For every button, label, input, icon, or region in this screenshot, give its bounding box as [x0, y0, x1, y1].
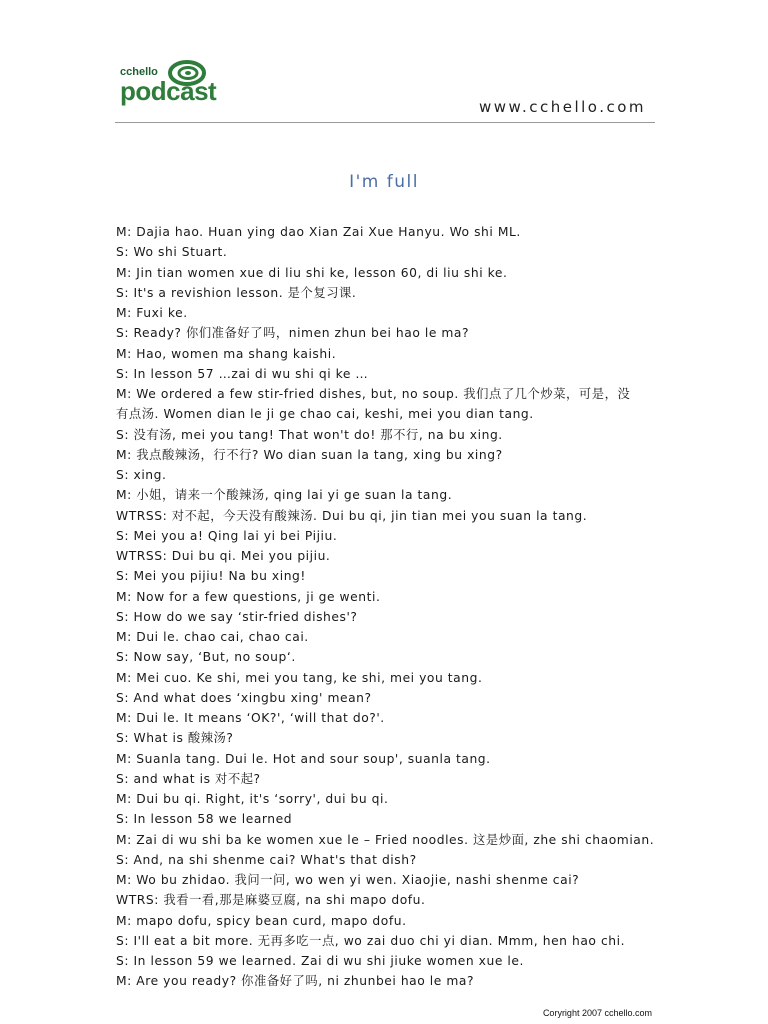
transcript-line: S: I'll eat a bit more. 无再多吃一点, wo zai duo chi yi dian. Mmm, hen hao chi.: [116, 933, 626, 948]
page-title: I'm full: [349, 172, 419, 192]
transcript-line: S: Ready? 你们准备好了吗，nimen zhun bei hao le ma?: [116, 326, 470, 341]
transcript-line: S: Mei you pijiu! Na bu xing!: [116, 569, 306, 584]
transcript-line: M: Wo bu zhidao. 我问一问, wo wen yi wen. Xiaojie, nashi shenme cai?: [116, 873, 580, 887]
transcript-line: M: Zai di wu shi ba ke women xue le – Fried noodles. 这是炒面, zhe shi chaomian.: [116, 832, 655, 847]
transcript-line: M: Fuxi ke.: [116, 306, 188, 320]
copyright-footer: Coryright 2007 cchello.com: [542, 1008, 652, 1018]
transcript-line: M: Are you ready? 你准备好了吗, ni zhunbei hao le ma?: [116, 974, 475, 989]
cchello-podcast-logo: [120, 60, 230, 110]
transcript-line: WTRSS: Dui bu qi. Mei you pijiu.: [116, 549, 331, 563]
transcript-line: M: 小姐，请来一个酸辣汤, qing lai yi ge suan la tang.: [116, 488, 453, 503]
transcript-line: M: Suanla tang. Dui le. Hot and sour soup', suanla tang.: [116, 751, 491, 766]
transcript-line: M: Mei cuo. Ke shi, mei you tang, ke shi, mei you tang.: [116, 670, 483, 685]
transcript-line: S: It's a revishion lesson. 是个复习课.: [116, 285, 357, 300]
transcript-line: S: xing.: [116, 468, 167, 482]
transcript-line: M: 我点酸辣汤，行不行? Wo dian suan la tang, xing bu xing?: [116, 447, 503, 462]
transcript-line: M: Dui bu qi. Right, it's ‘sorry', dui bu qi.: [116, 792, 389, 806]
transcript-line: M: mapo dofu, spicy bean curd, mapo dofu.: [116, 913, 407, 928]
transcript: [116, 222, 676, 992]
transcript-line: M: Jin tian women xue di liu shi ke, lesson 60, di liu shi ke.: [116, 265, 508, 280]
transcript-line: 有点汤. Women dian le ji ge chao cai, keshi, mei you dian tang.: [116, 407, 534, 422]
transcript-line: S: 没有汤, mei you tang! That won't do! 那不行, na bu xing.: [116, 427, 503, 442]
transcript-line: M: Dui le. It means ‘OK?', ‘will that do?'.: [116, 711, 385, 725]
transcript-line: M: Now for a few questions, ji ge wenti.: [116, 589, 381, 604]
transcript-line: S: Now say, ‘But, no soup‘.: [116, 650, 296, 665]
transcript-line: M: Dui le. chao cai, chao cai.: [116, 630, 309, 644]
transcript-line: M: Hao, women ma shang kaishi.: [116, 346, 337, 361]
transcript-line: S: How do we say ‘stir-fried dishes'?: [116, 609, 358, 624]
transcript-line: S: In lesson 59 we learned. Zai di wu shi jiuke women xue le.: [116, 954, 524, 968]
site-url: www.cchello.com: [479, 98, 646, 116]
transcript-line: S: In lesson 58 we learned: [116, 812, 293, 827]
logo-podcast-text: podcast: [120, 76, 217, 106]
transcript-line: M: Dajia hao. Huan ying dao Xian Zai Xue Hanyu. Wo shi ML.: [116, 225, 521, 239]
transcript-line: S: What is 酸辣汤?: [116, 731, 234, 746]
transcript-line: S: In lesson 57 …zai di wu shi qi ke …: [116, 366, 369, 381]
logo-small-text: cchello: [120, 66, 158, 78]
transcript-line: S: and what is 对不起?: [116, 771, 261, 786]
transcript-line: WTRSS: 对不起，今天没有酸辣汤. Dui bu qi, jin tian mei you suan la tang.: [116, 508, 588, 523]
transcript-line: M: We ordered a few stir-fried dishes, but, no soup. 我们点了几个炒菜，可是，没: [116, 387, 631, 401]
transcript-line: S: And what does ‘xingbu xing' mean?: [116, 690, 372, 705]
transcript-line: S: And, na shi shenme cai? What's that dish?: [116, 852, 417, 867]
header-divider: [115, 122, 655, 123]
transcript-line: S: Mei you a! Qing lai yi bei Pijiu.: [116, 528, 338, 543]
transcript-line: S: Wo shi Stuart.: [116, 245, 228, 260]
transcript-line: WTRS: 我看一看,那是麻婆豆腐, na shi mapo dofu.: [116, 893, 426, 908]
